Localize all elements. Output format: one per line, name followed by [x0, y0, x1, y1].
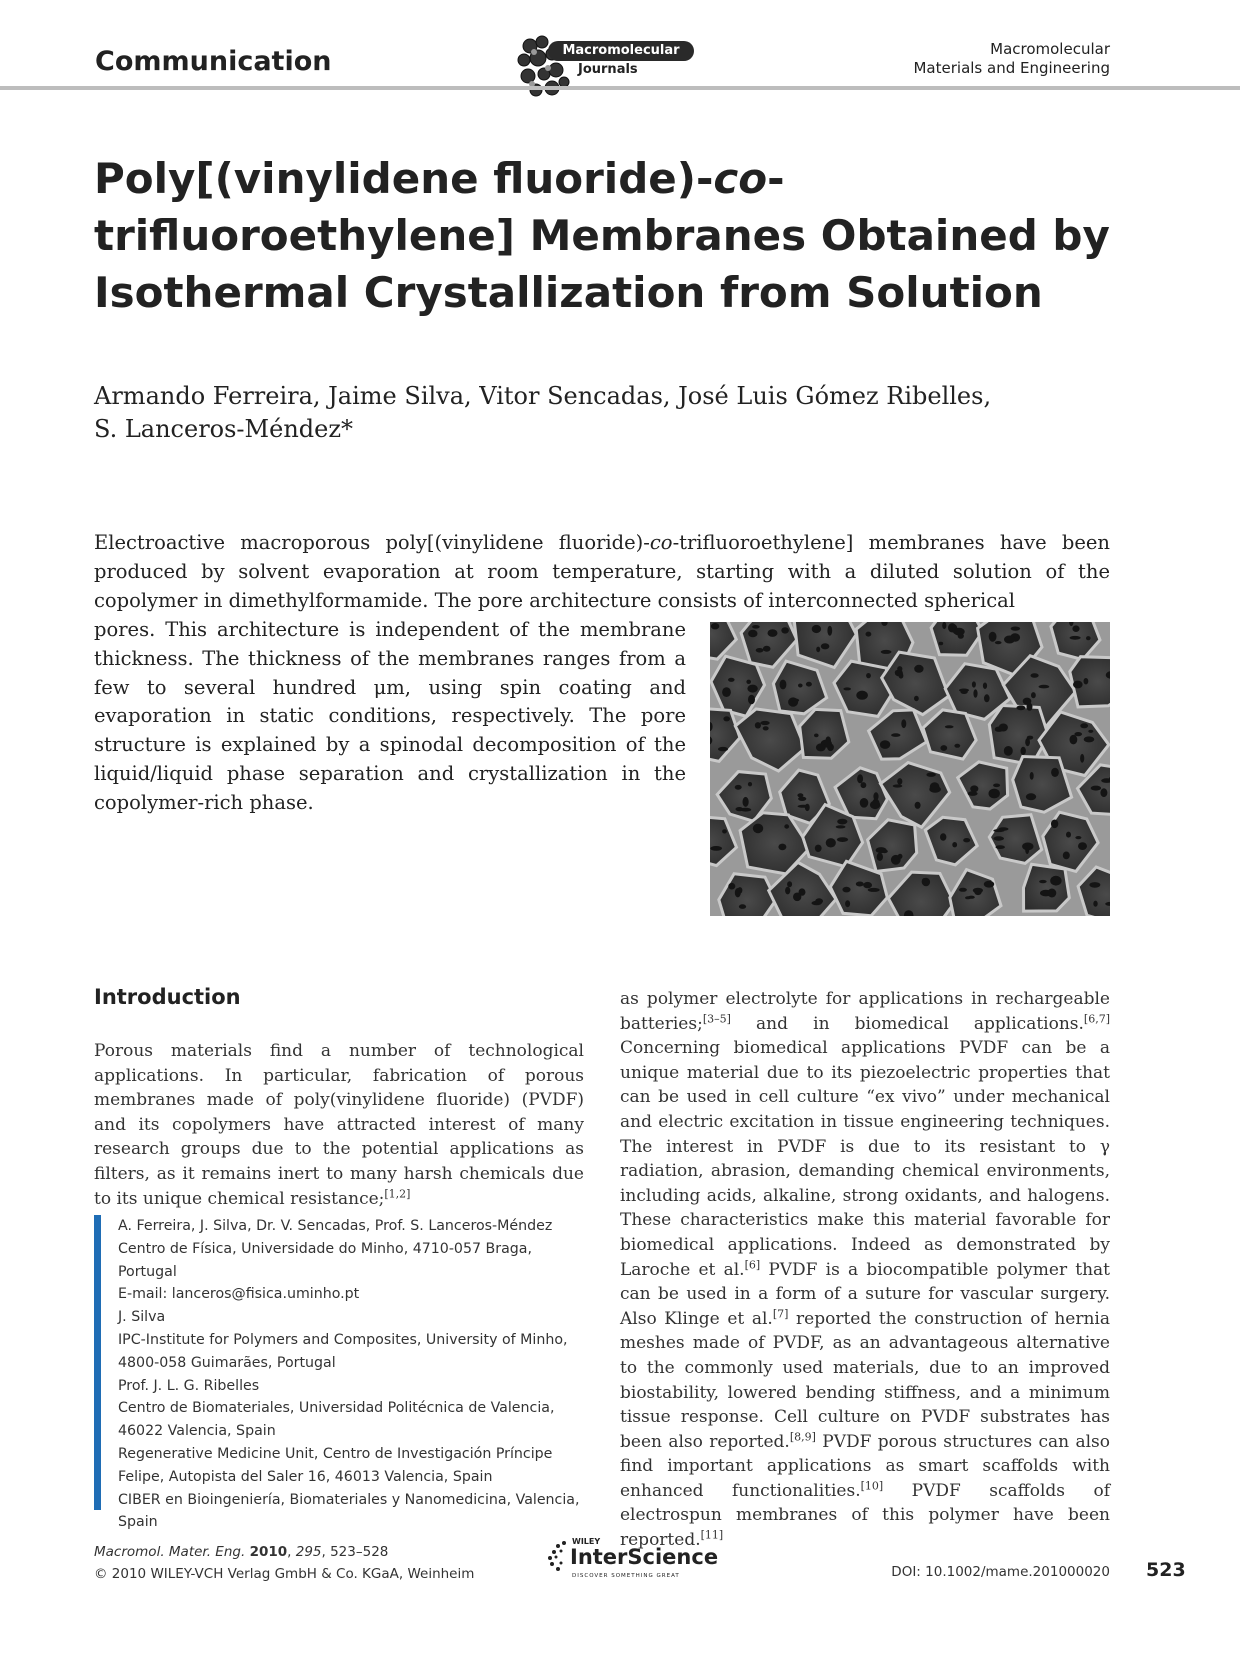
sem-pore: [815, 845, 822, 852]
sem-pore: [970, 785, 978, 792]
sem-pore: [880, 740, 890, 749]
abstract-top: [94, 529, 1110, 615]
sem-pore: [972, 681, 976, 687]
sem-pore: [954, 744, 960, 748]
sem-pore: [845, 900, 850, 907]
sem-pore: [787, 881, 792, 887]
affiliation-line: Prof. J. L. G. Ribelles: [118, 1377, 260, 1394]
sem-pore: [763, 646, 771, 652]
footer-doi[interactable]: DOI: 10.1002/mame.201000020: [891, 1564, 1110, 1580]
sem-pore: [952, 842, 957, 847]
footer-journal: Macromol. Mater. Eng.: [94, 1544, 246, 1560]
journal-name-line1: Macromolecular: [990, 40, 1110, 58]
sem-pore: [899, 673, 904, 679]
sem-pore: [929, 786, 941, 793]
sem-pore: [959, 689, 969, 692]
sem-pore: [737, 887, 742, 893]
citation: [7]: [772, 1307, 789, 1321]
sem-micrograph-image: [710, 622, 1110, 916]
sem-pore: [747, 685, 757, 693]
sem-pore: [1091, 786, 1101, 791]
citation: [3–5]: [702, 1011, 731, 1025]
sem-pore: [748, 695, 755, 705]
authors-line2: S. Lanceros-Méndez*: [94, 415, 353, 443]
sem-pore: [748, 782, 752, 786]
sem-pore: [914, 665, 923, 673]
body-text: reported the construction of hernia meshes made of PVDF, as an advantageous alternative to the commonly used materials, due to an improved biostability, lowered bending stiffness, and a minimum tissue response. Cell culture on PVDF substrates has been also reported.: [620, 1308, 1110, 1452]
abstract-text-a: Electroactive macroporous poly[(vinylidene fluoride)-: [94, 531, 650, 554]
body-text: Concerning biomedical applications PVDF can be a unique material due to its piezoelectric properties that can be used in cell culture “ex vivo” under mechanical and electric excitation in tissue engineering techniques. The interest in PVDF is due to its resistant to γ radiation, abrasion, demanding chemical environments, including acids, alkaline, strong oxidants, and halogens. These characteristics make this material favorable for biomedical applications. Indeed as demonstrated by Laroche et al.: [620, 1038, 1110, 1280]
sem-pore: [963, 838, 970, 842]
sem-pore: [866, 632, 872, 637]
sem-pore: [781, 627, 789, 633]
sem-pore: [1027, 703, 1033, 711]
sem-pore: [843, 687, 851, 690]
sem-pore: [842, 887, 850, 893]
citation: [6]: [744, 1257, 761, 1271]
sem-pore: [856, 882, 864, 887]
sem-pore: [812, 625, 821, 633]
affiliation-list: [118, 1215, 588, 1534]
sem-pore: [1021, 747, 1026, 755]
sem-pore: [954, 628, 965, 636]
sem-pore: [728, 883, 735, 890]
body-text: PVDF porous structures can also find important applications as smart scaffolds with enhanced functionalities.: [620, 1431, 1110, 1501]
sem-pore: [755, 722, 761, 728]
sem-pore: [898, 854, 903, 859]
abstract-paragraph-1: [94, 529, 1110, 615]
sem-pore: [805, 804, 810, 811]
affiliation-line: Centro de Física, Universidade do Minho, 4710-057 Braga, Portugal: [118, 1240, 532, 1280]
sem-pore: [768, 629, 778, 637]
sem-pore: [816, 743, 826, 751]
sem-pore: [857, 774, 863, 783]
sem-pore: [752, 625, 760, 629]
sem-pore: [784, 824, 789, 828]
sem-pore: [1025, 845, 1029, 854]
sem-pore: [1086, 636, 1091, 640]
sem-pore: [866, 673, 871, 678]
sem-pore: [1030, 772, 1034, 780]
title-part2: -trifluoroethylene] Membranes Obtained by Isothermal Crystallization from Solution: [94, 154, 1110, 317]
sem-pore: [1074, 732, 1082, 736]
body-text: PVDF scaffolds of electrospun membranes of this polymer have been reported.: [620, 1480, 1110, 1551]
sem-pore: [798, 797, 806, 801]
intro-left-text: Porous materials find a number of technological applications. In particular, fabrication of porous membranes made of poly(vinylidene fluoride) (PVDF) and its copolymers have attracted interest of many research groups due to the potential applications as filters, as it remains inert to many harsh chemicals due to its unique chemical resistance;: [94, 1041, 584, 1209]
sem-pore: [710, 846, 722, 851]
sem-pore: [746, 680, 751, 684]
sem-pore: [1016, 705, 1025, 710]
sem-pore: [893, 784, 903, 787]
sem-pore: [1026, 793, 1036, 800]
sem-pore: [873, 792, 878, 800]
sem-pore: [1072, 625, 1079, 632]
citation: [11]: [700, 1528, 724, 1542]
affiliation-email[interactable]: E-mail: lanceros@fisica.uminho.pt: [118, 1286, 360, 1303]
sem-pore: [806, 682, 812, 687]
sem-pore: [856, 691, 868, 700]
sem-pore: [940, 745, 947, 751]
sem-pore: [826, 838, 836, 847]
citation: [10]: [860, 1479, 884, 1493]
sem-pore: [1027, 736, 1033, 740]
sem-pore: [1093, 901, 1097, 907]
page-number: 523: [1146, 1559, 1186, 1581]
body-text: as polymer electrolyte for applications in rechargeable batteries;: [620, 989, 1110, 1034]
sem-pore: [870, 801, 880, 809]
sem-pore: [860, 798, 869, 808]
sem-pore: [983, 683, 987, 689]
sem-pore: [722, 687, 731, 697]
intro-right-column: [620, 987, 1110, 1553]
sem-pore: [989, 632, 997, 642]
sem-pore: [996, 845, 1005, 849]
sem-pore: [1084, 678, 1089, 684]
sem-pore: [901, 719, 906, 728]
footer-citation: [94, 1541, 474, 1585]
citation: [1,2]: [384, 1186, 411, 1200]
sem-pore: [1031, 673, 1039, 678]
sem-pore: [793, 893, 801, 902]
sem-pore: [877, 853, 883, 861]
journal-name-line2: Materials and Engineering: [913, 59, 1110, 77]
sem-pore: [756, 648, 764, 653]
sem-pore: [1073, 681, 1083, 689]
sem-pore: [723, 716, 730, 721]
sem-pore: [763, 726, 769, 730]
sem-pore: [876, 847, 887, 853]
journal-name: [913, 40, 1110, 78]
sem-pore: [743, 797, 749, 807]
abstract-wrapped: pores. This architecture is independent of the membrane thickness. The thickness of the membranes ranges from a few to several hundred μm, using spin coating and evaporation in static conditions, respectively. The pore structure is explained by a spinodal decomposition of the liquid/liquid phase separation and crystallization in the copolymer-rich phase.: [94, 618, 686, 814]
sem-pore: [973, 689, 977, 698]
citation: [6,7]: [1083, 1011, 1110, 1025]
sem-pore: [1050, 876, 1061, 886]
sem-pore: [792, 699, 800, 703]
affiliation-line: CIBER en Bioingeniería, Biomateriales y Nanomedicina, Valencia, Spain: [118, 1491, 580, 1531]
sem-pore: [965, 896, 971, 899]
affiliation-line: Centro de Biomateriales, Universidad Politécnica de Valencia, 46022 Valencia, Spain: [118, 1400, 555, 1440]
sem-pore: [1004, 746, 1013, 756]
sem-pore: [993, 836, 1004, 840]
affiliation-line: Regenerative Medicine Unit, Centro de Investigación Príncipe Felipe, Autopista del Saler 16, 46013 Valencia, Spain: [118, 1445, 553, 1485]
sem-pore: [914, 696, 919, 701]
header-rule: [0, 86, 1240, 90]
sem-pore: [821, 643, 830, 649]
sem-pore: [973, 888, 983, 893]
sem-pore: [748, 630, 757, 638]
sem-pore: [1011, 627, 1020, 631]
footer-pages: , 523–528: [321, 1544, 389, 1560]
affiliation-line: A. Ferreira, J. Silva, Dr. V. Sencadas, Prof. S. Lanceros-Méndez: [118, 1218, 553, 1234]
sem-pore: [1078, 842, 1087, 850]
sem-pore: [959, 888, 967, 892]
sem-pore: [861, 782, 867, 788]
sem-pore: [863, 882, 872, 888]
affiliation-box: [94, 1215, 584, 1531]
abstract-italic: co: [649, 531, 673, 554]
macromolecular-journals-logo: [512, 32, 698, 104]
affiliation-line: IPC-Institute for Polymers and Composites, University of Minho, 4800-058 Guimarães, Portugal: [118, 1331, 568, 1371]
sem-pore: [836, 825, 846, 828]
sem-pore: [1080, 723, 1088, 728]
sem-pore: [1066, 832, 1071, 838]
sem-pore: [984, 694, 990, 702]
sem-pore: [1031, 692, 1036, 698]
authors-line1: Armando Ferreira, Jaime Silva, Vitor Sencadas, José Luis Gómez Ribelles,: [94, 382, 992, 410]
sem-pore: [837, 819, 847, 825]
sem-pore: [753, 824, 763, 834]
footer-year: 2010: [249, 1544, 288, 1560]
sem-pore: [868, 888, 880, 892]
sem-pore: [984, 881, 994, 888]
sem-pore: [989, 789, 1000, 799]
sem-pore: [915, 802, 921, 809]
sem-pore: [1051, 768, 1059, 777]
sem-pore: [816, 647, 820, 653]
sem-pore: [827, 626, 832, 636]
sem-pore: [815, 898, 823, 904]
sem-pore: [1100, 788, 1107, 797]
sem-pore: [939, 642, 944, 645]
sem-cell: [1024, 864, 1070, 911]
section-label: Communication: [95, 46, 332, 77]
sem-pore: [1004, 636, 1015, 644]
sem-pore: [711, 623, 719, 629]
sem-pore: [922, 878, 930, 887]
sem-pore: [735, 785, 742, 790]
logo-subtitle: Journals: [578, 62, 638, 77]
sem-pore: [1039, 880, 1046, 883]
sem-pore: [1051, 820, 1058, 829]
sem-pore: [1084, 736, 1095, 742]
sem-pore: [1048, 889, 1057, 898]
sem-pore: [1088, 730, 1093, 733]
wiley-interscience-logo: [542, 1530, 732, 1588]
sem-pore: [897, 778, 902, 785]
sem-pore: [926, 773, 935, 777]
title-italic: co: [713, 154, 768, 203]
citation: [8,9]: [789, 1430, 816, 1444]
sem-pore: [995, 641, 1002, 644]
sem-pore: [760, 721, 769, 725]
abstract-text-b: -trifluoroethylene] membranes have been produced by solvent evaporation at room temperature, starting with a diluted solution of the copolymer in dimethylformamide. The pore architecture consists of interconnected spherical: [94, 531, 1110, 612]
sem-pore: [940, 833, 946, 840]
title-part1: Poly[(vinylidene fluoride)-: [94, 154, 714, 203]
wiley-small-text: WILEY: [572, 1537, 601, 1546]
sem-pore: [968, 791, 978, 796]
sem-pore: [1039, 685, 1050, 689]
sem-pore: [1070, 735, 1078, 745]
article-title: [94, 150, 1154, 321]
logo-title: Macromolecular: [548, 41, 694, 61]
sem-pore: [798, 684, 803, 688]
footer-copyright: © 2010 WILEY-VCH Verlag GmbH & Co. KGaA, Weinheim: [94, 1566, 475, 1582]
introduction-heading: Introduction: [94, 985, 241, 1009]
sem-pore: [1080, 754, 1084, 763]
sem-pore: [740, 808, 751, 812]
sem-pore: [778, 844, 786, 851]
sem-pore: [993, 784, 1000, 788]
sem-pore: [718, 747, 728, 751]
sem-pore: [993, 829, 1004, 832]
sem-pore: [1075, 836, 1081, 839]
sem-pore: [785, 887, 790, 895]
sem-pore: [1089, 882, 1100, 888]
body-text: PVDF is a biocompatible polymer that can be used in a form of a suture for vascular surgery. Also Klinge et al.: [620, 1259, 1111, 1329]
sem-pore: [942, 622, 946, 629]
tagline-text: DISCOVER SOMETHING GREAT: [572, 1573, 680, 1579]
affiliation-accent-bar: [94, 1215, 101, 1510]
body-text: and in biomedical applications.: [730, 1013, 1084, 1034]
affiliation-line: J. Silva: [118, 1309, 166, 1326]
sem-pore: [1063, 852, 1070, 860]
sem-pore: [722, 829, 727, 833]
sem-pore: [881, 650, 892, 654]
sem-pore: [739, 904, 746, 909]
footer-volume: 295: [295, 1544, 322, 1560]
sem-pore: [897, 666, 902, 671]
footer-journal-line: Macromol. Mater. Eng. 2010, 295, 523–528: [94, 1544, 389, 1560]
sem-pore: [1070, 636, 1081, 640]
sem-pore: [999, 724, 1008, 732]
sem-pore: [728, 678, 735, 682]
sem-pore: [891, 733, 900, 737]
sem-pore: [837, 837, 848, 842]
interscience-text: InterScience: [570, 1545, 719, 1569]
sem-pore: [814, 734, 819, 738]
sem-pore: [945, 725, 954, 728]
intro-left-column: [94, 1039, 584, 1211]
sem-pore: [780, 680, 787, 690]
author-list: [94, 380, 1154, 446]
